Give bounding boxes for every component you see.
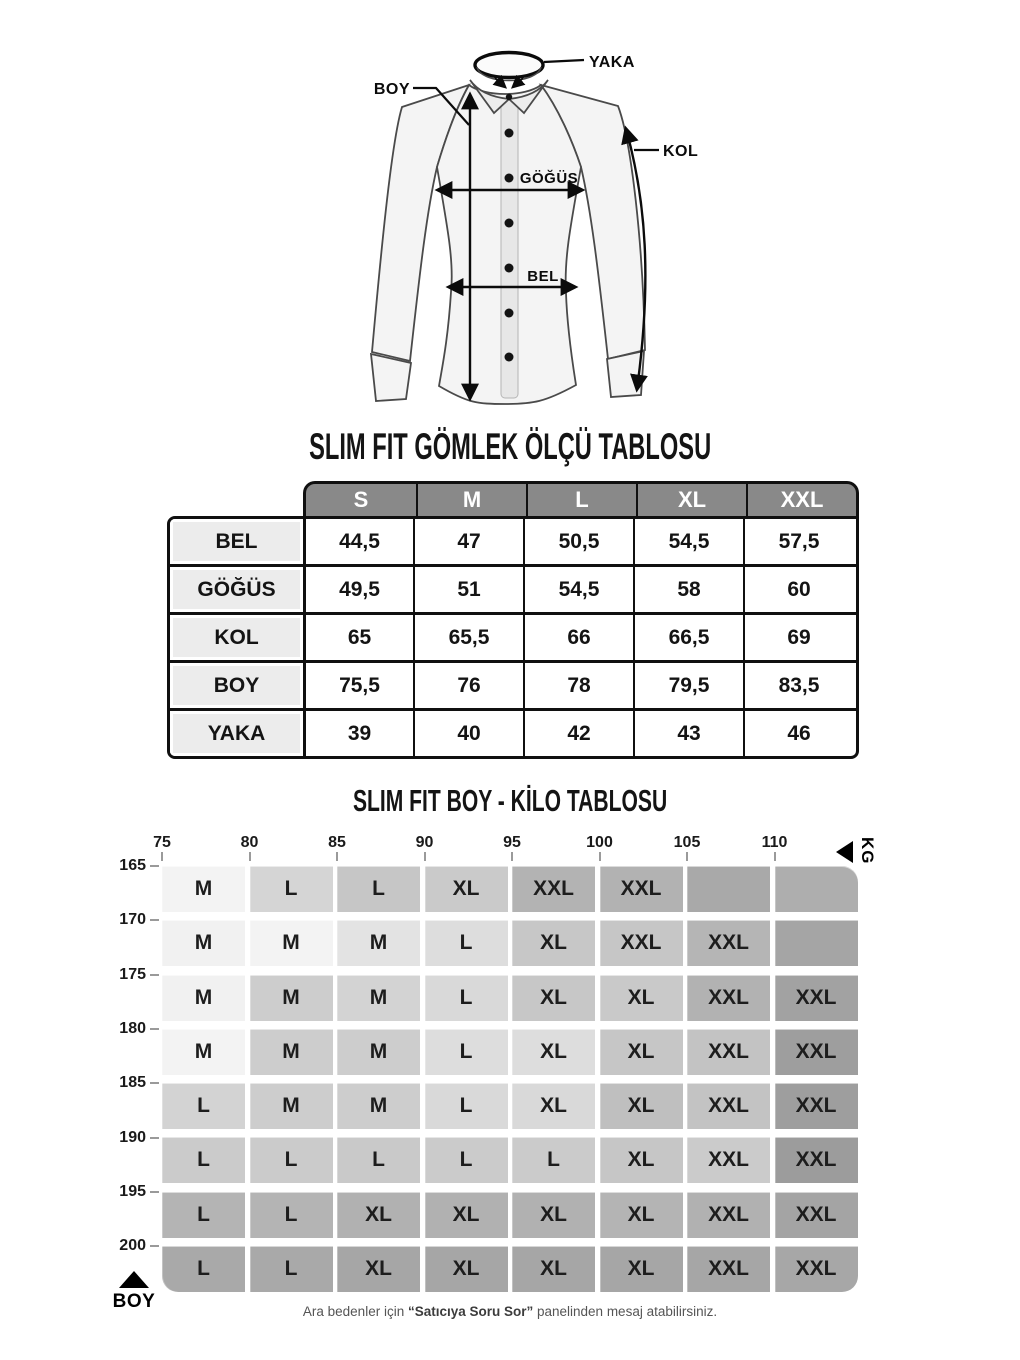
grid-cell: XXL <box>687 1083 770 1129</box>
footer-highlight: “Satıcıya Soru Sor” <box>407 1304 534 1319</box>
grid-cell: XL <box>600 975 683 1021</box>
boy-axis-tick <box>150 1245 159 1247</box>
kg-axis-tick-label: 90 <box>415 834 434 851</box>
kg-axis-tick-label: 95 <box>503 834 521 851</box>
col-header-xl: XL <box>636 484 746 516</box>
boy-axis-tick <box>150 1082 159 1084</box>
grid-cell: XL <box>600 1083 683 1129</box>
grid-cell: L <box>162 1137 245 1183</box>
grid-cell: XXL <box>687 975 770 1021</box>
grid-cell: XXL <box>687 1029 770 1075</box>
grid-cell: XXL <box>687 1137 770 1183</box>
measure-table-title: SLIM FIT GÖMLEK ÖLÇÜ TABLOSU <box>308 426 712 467</box>
grid-cell <box>775 866 858 912</box>
bel-label: BEL <box>527 268 559 285</box>
grid-cell: XL <box>425 866 508 912</box>
boy-axis-tick-label: 190 <box>119 1128 146 1146</box>
grid-cell: M <box>162 975 245 1021</box>
grid-cell: XL <box>600 1029 683 1075</box>
grid-cell: L <box>425 920 508 966</box>
grid-cell: XL <box>337 1192 420 1238</box>
grid-cell: XXL <box>600 920 683 966</box>
grid-cell: L <box>250 1246 333 1292</box>
boy-axis-arrow-icon <box>119 1271 149 1288</box>
grid-cell: M <box>250 1083 333 1129</box>
col-header-m: M <box>416 484 526 516</box>
grid-cell: XL <box>512 1083 595 1129</box>
boy-axis-tick-label: 170 <box>119 911 146 929</box>
boy-axis-tick <box>150 1137 159 1139</box>
boy-axis-tick-label: 195 <box>119 1182 146 1200</box>
yaka-label: YAKA <box>589 54 635 71</box>
grid-cell: XL <box>600 1137 683 1183</box>
boy-axis-tick <box>150 974 159 976</box>
grid-cell: L <box>425 1029 508 1075</box>
kg-axis-tick-label: 85 <box>328 834 346 851</box>
kg-axis-tick-label: 80 <box>240 834 259 851</box>
table-row: BOY 75,5 76 78 79,5 83,5 <box>170 660 856 708</box>
measure-table-header <box>303 481 859 516</box>
grid-cell: XL <box>512 1029 595 1075</box>
grid-cell: XXL <box>775 975 858 1021</box>
boy-axis-tick <box>150 865 159 867</box>
grid-cell: XXL <box>687 920 770 966</box>
boy-axis-tick <box>150 1191 159 1193</box>
grid-cell: XL <box>337 1246 420 1292</box>
kg-axis-tick <box>161 852 163 861</box>
grid-cell: M <box>250 920 333 966</box>
boy-axis-tick-label: 200 <box>119 1237 146 1255</box>
kg-axis-tick-label: 105 <box>673 834 701 851</box>
table-row: YAKA 39 40 42 43 46 <box>170 708 856 756</box>
kg-axis-arrow-icon <box>836 841 853 863</box>
boy-axis-tick-label: 180 <box>119 1019 146 1037</box>
grid-cell <box>687 866 770 912</box>
grid-cell: XL <box>425 1192 508 1238</box>
footer-suffix: panelinden mesaj atabilirsiniz. <box>533 1304 718 1319</box>
grid-cell: XL <box>512 1192 595 1238</box>
fit-grid <box>162 866 858 1292</box>
grid-cell: XXL <box>775 1137 858 1183</box>
grid-cell: XL <box>425 1246 508 1292</box>
grid-cell: L <box>337 866 420 912</box>
grid-cell: M <box>162 866 245 912</box>
measure-table-body <box>167 516 859 759</box>
yaka-leader <box>544 60 584 62</box>
grid-cell: L <box>337 1137 420 1183</box>
boy-axis-label: BOY <box>112 1291 156 1312</box>
measure-table <box>167 481 859 759</box>
grid-cell: XXL <box>512 866 595 912</box>
footer-note <box>0 1304 1020 1319</box>
grid-cell: M <box>162 920 245 966</box>
grid-cell <box>775 920 858 966</box>
grid-cell: M <box>250 1029 333 1075</box>
shirt-diagram <box>0 0 1020 430</box>
kg-axis-tick <box>249 852 251 861</box>
kg-axis-label: KG <box>858 837 877 865</box>
grid-cell: XL <box>600 1246 683 1292</box>
grid-cell: XL <box>600 1192 683 1238</box>
grid-cell: M <box>337 975 420 1021</box>
table-row: GÖĞÜS 49,5 51 54,5 58 60 <box>170 564 856 612</box>
grid-cell: L <box>512 1137 595 1183</box>
grid-cell: L <box>425 975 508 1021</box>
grid-cell: XXL <box>775 1192 858 1238</box>
grid-cell: XL <box>512 1246 595 1292</box>
col-header-xxl: XXL <box>746 484 856 516</box>
grid-cell: L <box>425 1137 508 1183</box>
grid-cell: M <box>162 1029 245 1075</box>
boy-axis-tick <box>150 919 159 921</box>
grid-cell: L <box>162 1246 245 1292</box>
grid-cell: L <box>250 866 333 912</box>
kg-axis-tick <box>424 852 426 861</box>
kg-axis-tick <box>511 852 513 861</box>
kg-axis-tick <box>686 852 688 861</box>
kg-axis-tick-label: 110 <box>761 834 788 851</box>
grid-cell: XXL <box>775 1083 858 1129</box>
left-cuff <box>371 354 411 401</box>
fit-grid-title: SLIM FIT BOY - KİLO TABLOSU <box>352 783 668 818</box>
grid-cell: XXL <box>775 1246 858 1292</box>
boy-axis-tick <box>150 1028 159 1030</box>
col-header-l: L <box>526 484 636 516</box>
grid-cell: XXL <box>775 1029 858 1075</box>
grid-cell: L <box>250 1137 333 1183</box>
kg-axis-tick <box>599 852 601 861</box>
grid-cell: XXL <box>687 1246 770 1292</box>
kg-axis-tick-label: 100 <box>586 834 613 851</box>
kg-axis-tick <box>336 852 338 861</box>
grid-cell: M <box>337 920 420 966</box>
grid-cell: XL <box>512 920 595 966</box>
table-row: BEL 44,5 47 50,5 54,5 57,5 <box>170 519 856 564</box>
boy-axis-tick-label: 165 <box>119 857 146 874</box>
boy-axis-tick-label: 175 <box>119 965 146 983</box>
grid-cell: XXL <box>600 866 683 912</box>
boy-label: BOY <box>373 81 410 98</box>
col-header-s: S <box>353 487 369 512</box>
grid-cell: L <box>162 1083 245 1129</box>
grid-cell: L <box>250 1192 333 1238</box>
kg-axis-tick-label: 75 <box>153 834 171 851</box>
grid-cell: M <box>250 975 333 1021</box>
grid-cell: XL <box>512 975 595 1021</box>
gogus-label: GÖĞÜS <box>519 170 579 187</box>
table-row: KOL 65 65,5 66 66,5 69 <box>170 612 856 660</box>
grid-cell: M <box>337 1029 420 1075</box>
grid-cell: XXL <box>687 1192 770 1238</box>
boy-axis-tick-label: 185 <box>119 1074 146 1092</box>
footer-prefix: Ara bedenler için <box>302 1304 408 1319</box>
grid-cell: M <box>337 1083 420 1129</box>
grid-cell: L <box>425 1083 508 1129</box>
grid-cell: L <box>162 1192 245 1238</box>
kol-label: KOL <box>663 143 699 160</box>
kg-axis-tick <box>774 852 776 861</box>
